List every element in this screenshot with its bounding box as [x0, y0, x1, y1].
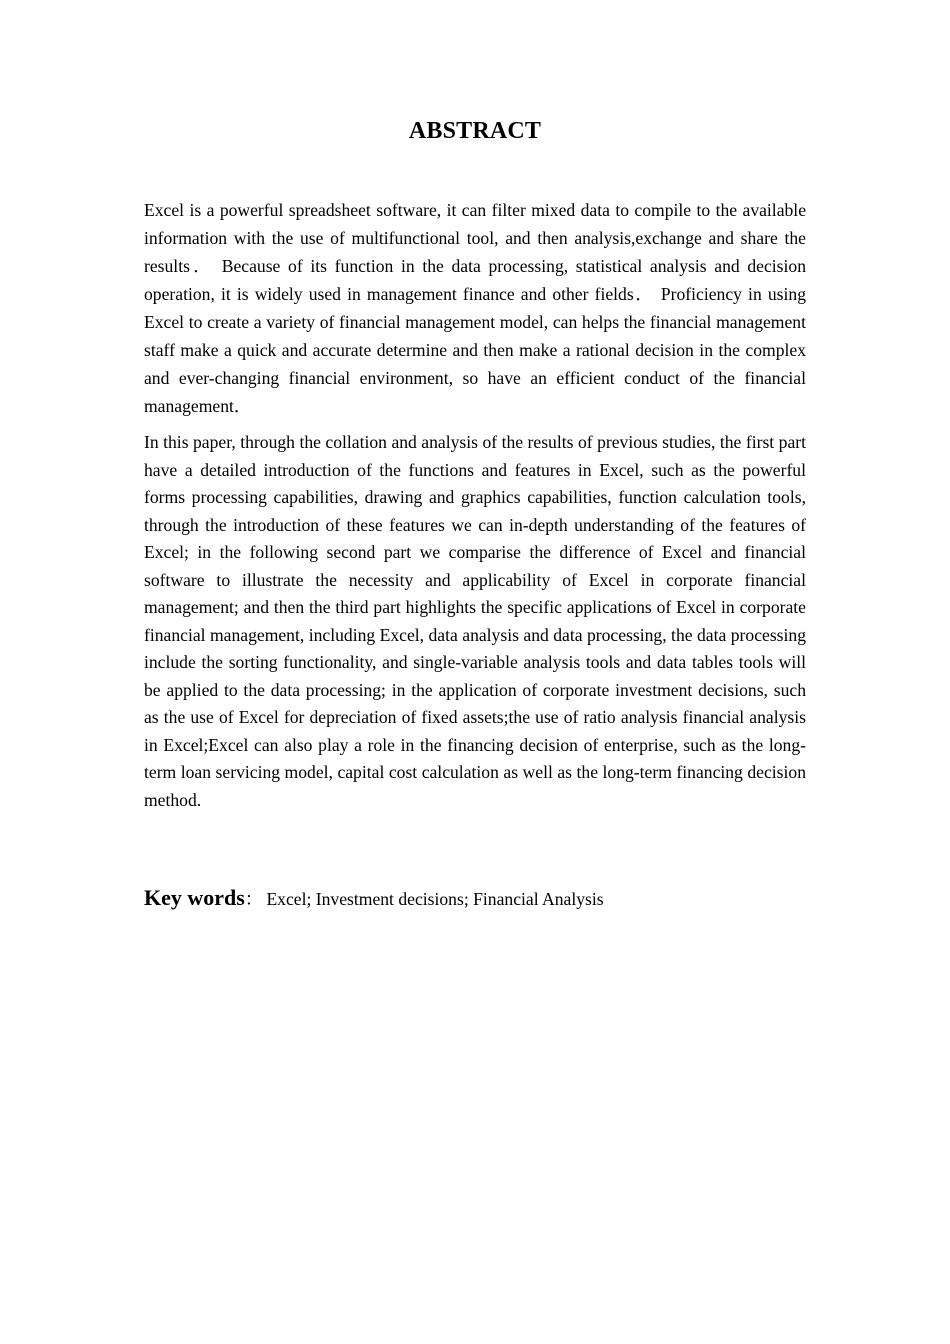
keywords-value: Excel; Investment decisions; Financial Analysis: [266, 889, 604, 909]
keywords-label: Key words: [144, 885, 245, 910]
abstract-title: ABSTRACT: [408, 118, 542, 144]
keywords-separator: ：: [244, 889, 263, 909]
abstract-paragraph-2: In this paper, through the collation and analysis of the results of previous studies, the first part have a detailed introduction of the functions and features in Excel, such as the powerful forms processing capabilities, drawing and graphics capabilities, function calculation tools, through the introduction of these features we can in-depth understanding of the features of Excel; in the following second part we comparise the difference of Excel and financial software to illustrate the necessity and applicability of Excel in corporate financial management; and then the third part highlights the specific applications of Excel in corporate financial management, including Excel, data analysis and data processing, the data processing include the sorting functionality, and single-variable analysis tools and data tables tools will be applied to the data processing; in the application of corporate investment decisions, such as the use of Excel for depreciation of fixed assets;the use of ratio analysis financial analysis in Excel;Excel can also play a role in the financing decision of enterprise, such as the long-term loan servicing model, capital cost calculation as well as the long-term financing decision method.: [144, 432, 806, 810]
keywords-line: [144, 881, 806, 916]
abstract-body: [144, 196, 806, 814]
abstract-paragraph-1: Excel is a powerful spreadsheet software, it can filter mixed data to compile to the available information with the use of multifunctional tool, and then analysis,exchange and share the results． Because of its function in the data processing, statistical analysis and decision operation, it is widely used in management finance and other fields． Proficiency in using Excel to create a variety of financial management model, can helps the financial management staff make a quick and accurate determine and then make a rational decision in the complex and ever-changing financial environment, so have an efficient conduct of the financial management．: [144, 200, 806, 416]
